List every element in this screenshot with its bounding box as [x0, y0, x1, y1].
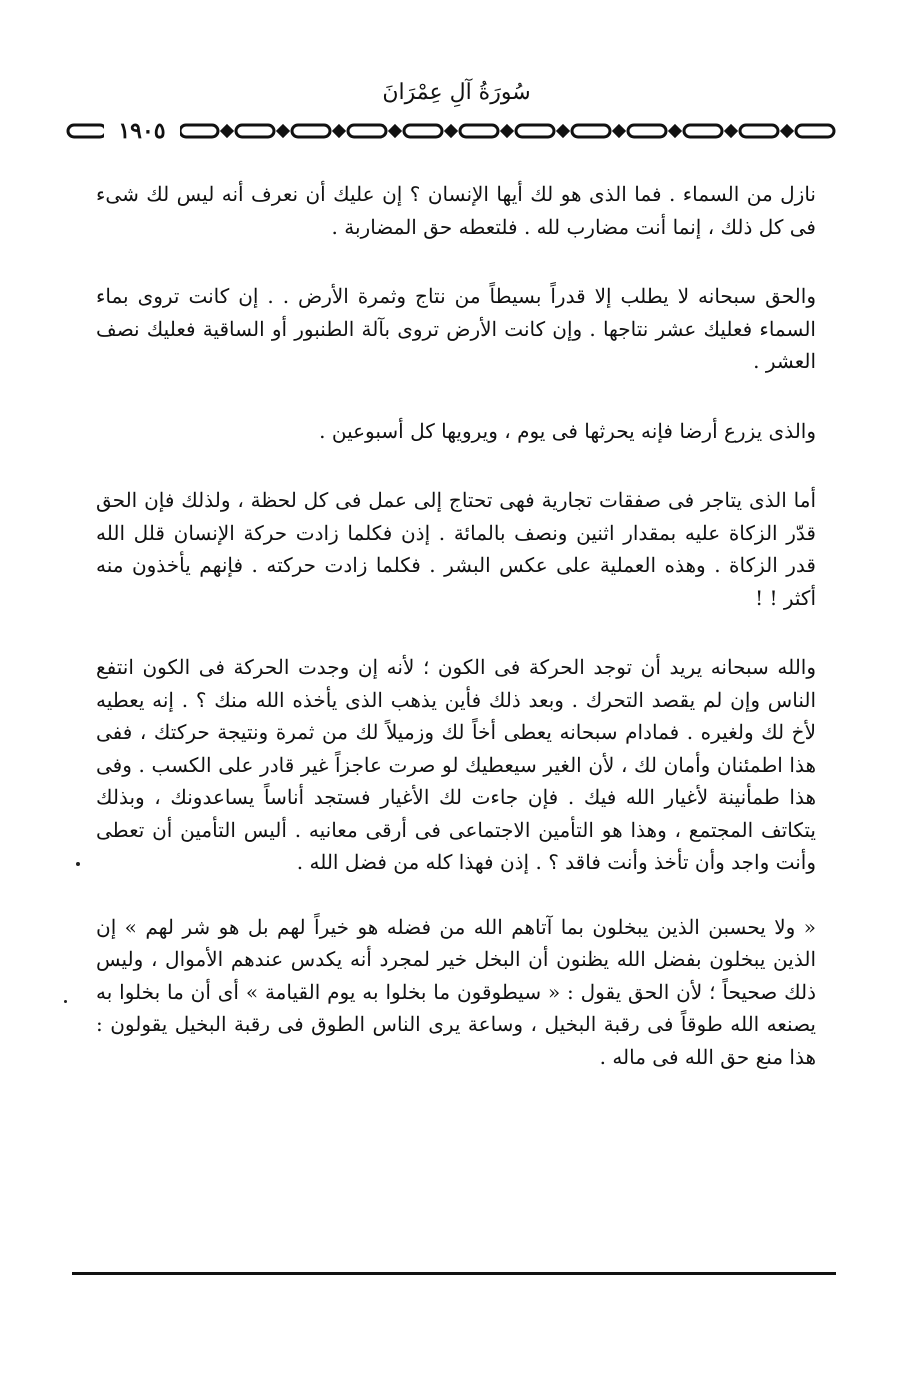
paragraph-4: أما الذى يتاجر فى صفقات تجارية فهى تحتاج إلى عمل فى كل لحظة ، ولذلك فإن الحق قدّر الزكاة عليه بمقدار اثنين ونصف بالمائة . إذن فكلما زادت حركة الإنسان قلل الله قدر الزكاة . وهذه العملية على عكس البشر . فكلما زادت حركته . فإنهم يأخذون منه أكثر ! ! [96, 488, 816, 610]
chain-link [796, 125, 834, 137]
paragraph-5: والله سبحانه يريد أن توجد الحركة فى الكون ؛ لأنه إن وجدت الحركة فى الكون انتفع الناس وإن لم يقصد التحرك . وبعد ذلك فأين يذهب الذى يأخذه الله منك ؟ . إنه يعطيه لأخ لك ولغيره . فمادام سبحانه يعطى أخاً لك وزميلاً لك من ثمرة ونتيجة حركتك ، ففى هذا اطمئنان وأمان لك ، لأن الغير سيعطيك لو صرت عاجزاً غير قادر على الكسب . وفى هذا طمأنينة لأغيار الله فيك . فإن جاءت لك الأغيار فستجد أناساً يساعدونك ، وبذلك يتكاتف المجتمع ، وهذا هو التأمين الاجتماعى فى أرقى معانيه . أليس التأمين أن تعطى وأنت واجد وأن تأخذ وأنت فاقد ؟ . إذن فهذا كله من فضل الله . [96, 655, 816, 874]
chain-link [180, 125, 218, 137]
scan-speck [64, 1000, 67, 1003]
chain-link [460, 125, 498, 137]
chain-diamond [390, 126, 400, 136]
chain-diamond [558, 126, 568, 136]
ornamental-chain-border [66, 118, 844, 144]
chain-diamond [670, 126, 680, 136]
chain-link [684, 125, 722, 137]
scan-speck [76, 862, 80, 866]
paragraph-6: « ولا يحسبن الذين يبخلون بما آتاهم الله من فضله هو خيراً لهم بل هو شر لهم » إن الذين يبخلون بفضل الله يظنون أن البخل خير لمجرد أنه يكدس عندهم الأموال ، وليس ذلك صحيحاً ؛ لأن الحق يقول : « سيطوقون ما بخلوا به يوم القيامة » أى أن ما بخلوا به يصنعه الله طوقاً فى رقبة البخيل ، وساعة يرى الناس الطوق فى رقبة البخيل يقولون : هذا منع حق الله فى ماله . [96, 914, 816, 1069]
paragraph-1: نازل من السماء . فما الذى هو لك أيها الإنسان ؟ إن عليك أن نعرف أنه ليس لك شىء فى كل ذلك ، إنما أنت مضارب لله . فلتعطه حق المضاربة . [96, 182, 816, 239]
chain-diamond [446, 126, 456, 136]
chain-diamond [278, 126, 288, 136]
paragraph-3: والذى يزرع أرضا فإنه يحرثها فى يوم ، ويرويها كل أسبوعين . [319, 418, 816, 443]
page-number: ١٩٠٥ [104, 116, 180, 146]
chain-link [404, 125, 442, 137]
chain-link [628, 125, 666, 137]
chain-link [516, 125, 554, 137]
chain-link [236, 125, 274, 137]
chain-link [292, 125, 330, 137]
chain-link [348, 125, 386, 137]
chain-link [740, 125, 778, 137]
chain-diamond [726, 126, 736, 136]
chain-diamond [502, 126, 512, 136]
chain-diamond [614, 126, 624, 136]
paragraph-2: والحق سبحانه لا يطلب إلا قدراً بسيطاً من نتاج وثمرة الأرض . . إن كانت تروى بماء السماء فعليك عشر نتاجها . وإن كانت الأرض تروى بآلة الطنبور أو الساقية فعليك نصف العشر . [96, 284, 816, 373]
chain-link [572, 125, 610, 137]
surah-title: سُورَةُ آلِ عِمْرَانَ [382, 80, 531, 105]
page-body [96, 178, 816, 1073]
chain-diamond [222, 126, 232, 136]
chain-diamond [334, 126, 344, 136]
chain-link [68, 125, 106, 137]
chain-diamond [782, 126, 792, 136]
footer-rule [72, 1272, 836, 1275]
